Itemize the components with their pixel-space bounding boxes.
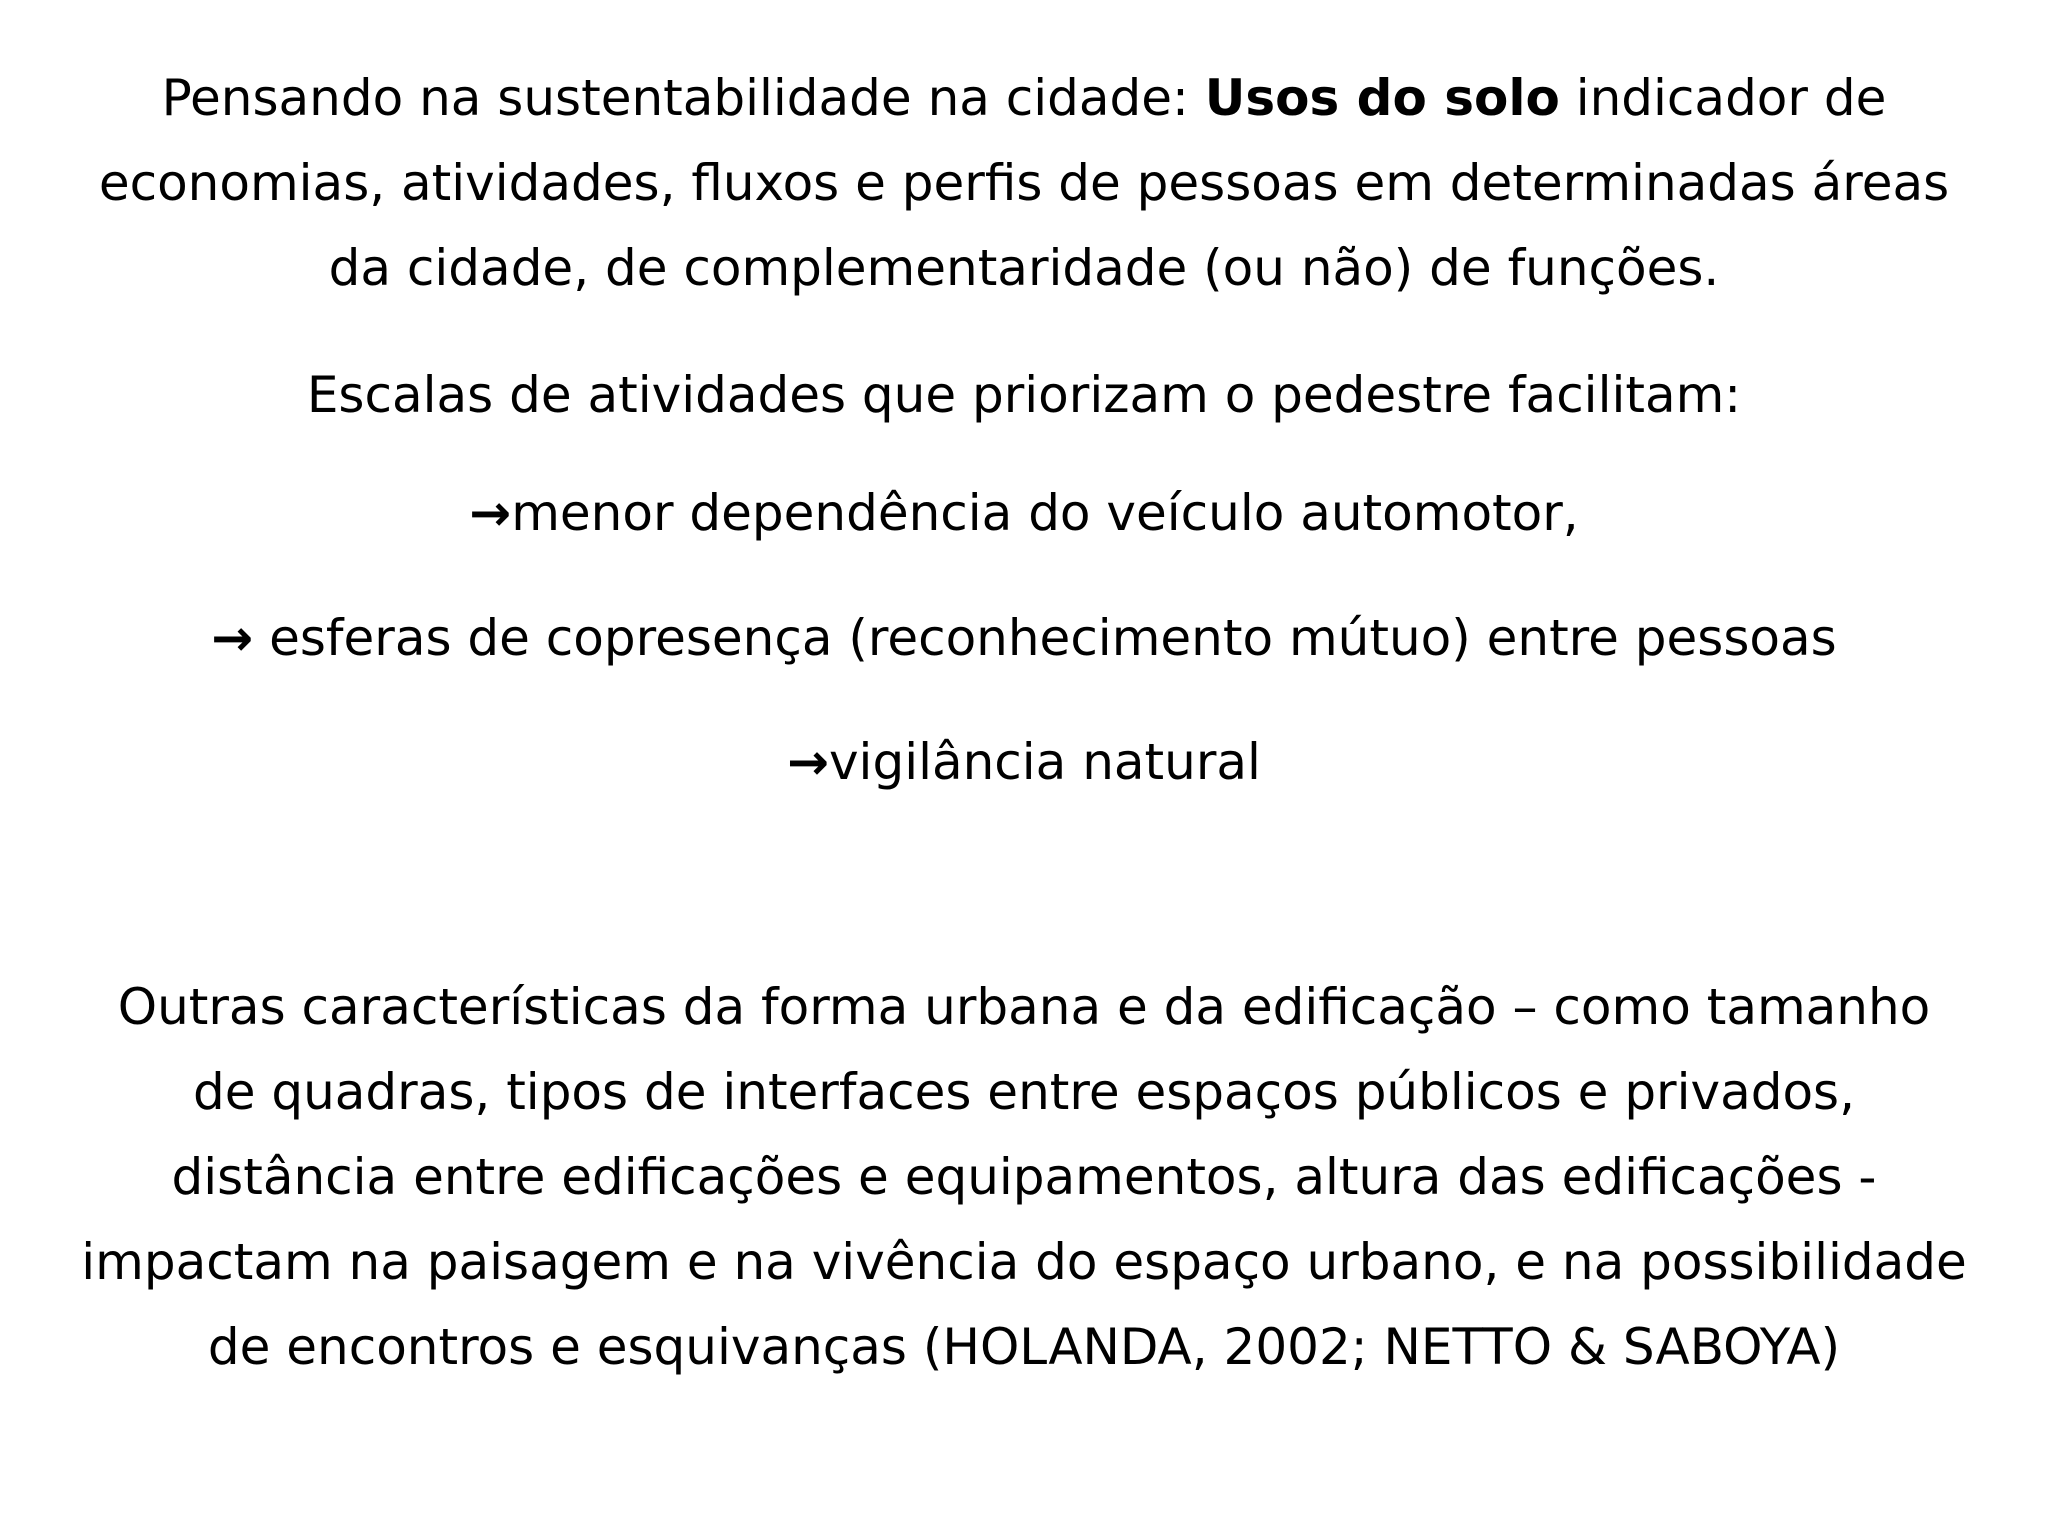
- intro-paragraph: [80, 56, 1968, 311]
- arrow-right-icon: →: [211, 609, 254, 667]
- bullet-text: vigilância natural: [828, 733, 1261, 791]
- bullet-item: [80, 478, 1968, 548]
- arrow-right-icon: →: [469, 484, 512, 542]
- bullet-text: menor dependência do veículo automotor,: [511, 484, 1579, 542]
- intro-rest: indicador de economias, atividades, fluxos e perfis de pessoas em determinadas áreas da cidade, de complementaridade (ou não) de funções.: [98, 69, 1950, 297]
- bullet-text: esferas de copresença (reconhecimento mútuo) entre pessoas: [253, 609, 1837, 667]
- escalas-heading: Escalas de atividades que priorizam o pedestre facilitam:: [306, 366, 1742, 424]
- bullet-item: [80, 727, 1968, 797]
- outras-paragraph: Outras características da forma urbana e da edificação – como tamanho de quadras, tipos de interfaces entre espaços públicos e privados, distância entre edificações e equipamentos, altura das edificações - impactam na paisagem e na vivência do espaço urbano, e na possibilidade de encontros e esquivanças (HOLANDA, 2002; NETTO & SABOYA): [81, 978, 1967, 1376]
- intro-bold-term: Usos do solo: [1204, 69, 1560, 127]
- arrow-right-icon: →: [787, 733, 829, 791]
- intro-lead: Pensando na sustentabilidade na cidade:: [161, 69, 1205, 127]
- bullet-item: [80, 603, 1968, 673]
